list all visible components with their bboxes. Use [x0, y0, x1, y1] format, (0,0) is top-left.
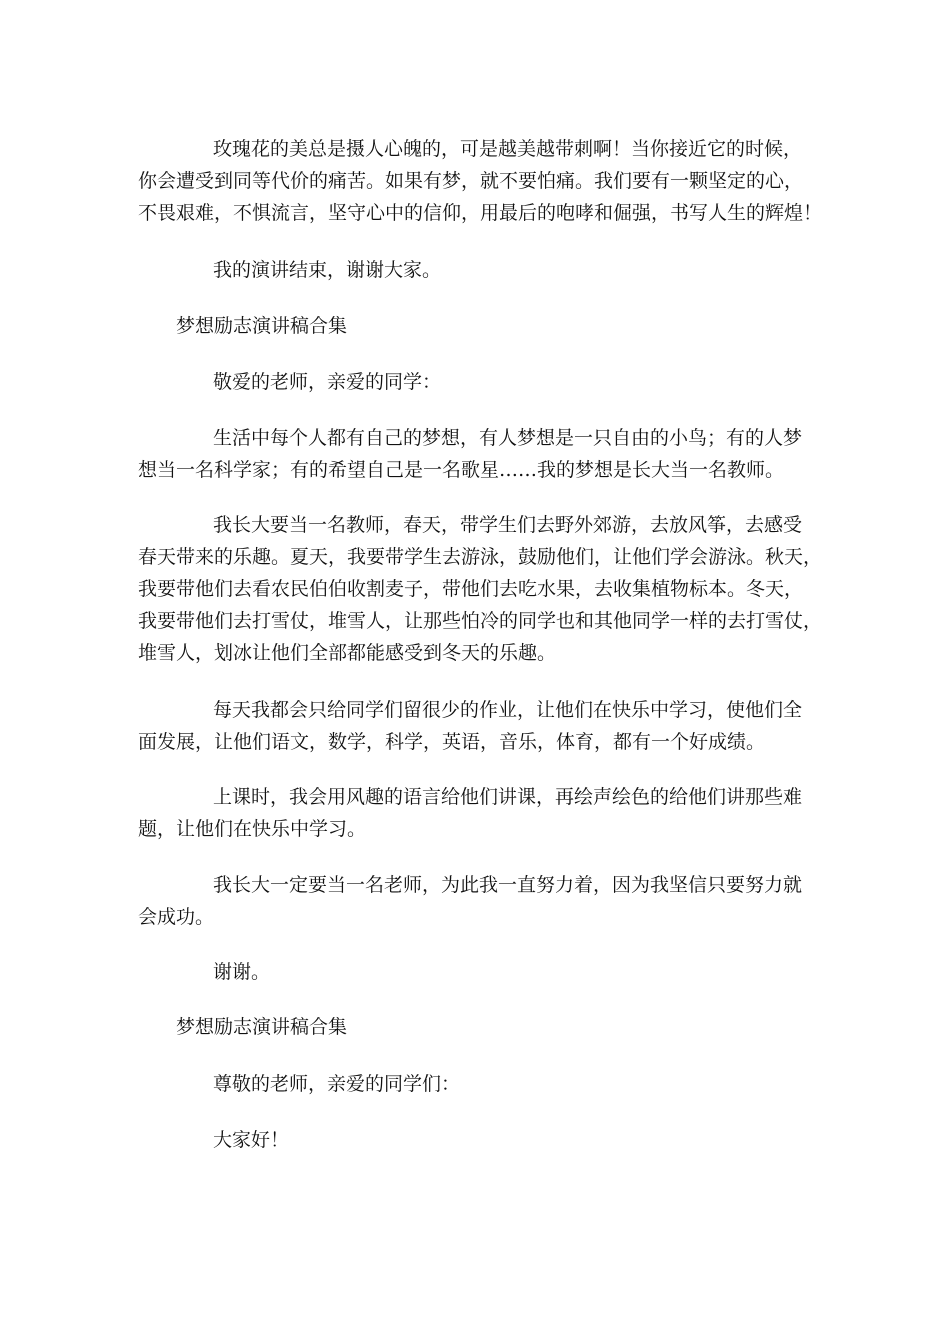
- paragraph-class: [138, 781, 818, 845]
- paragraph-line: 春天带来的乐趣。夏天，我要带学生去游泳，鼓励他们，让他们学会游泳。秋天，: [138, 546, 823, 568]
- paragraph-line: 尊敬的老师，亲爱的同学们：: [213, 1073, 461, 1095]
- section-heading: 梦想励志演讲稿合集: [176, 315, 348, 337]
- paragraph-greeting: [138, 1068, 818, 1100]
- paragraph-line: 每天我都会只给同学们留很少的作业，让他们在快乐中学习，使他们全: [213, 699, 803, 721]
- paragraph-line: 我要带他们去看农民伯伯收割麦子，带他们去吃水果，去收集植物标本。冬天，: [138, 578, 804, 600]
- paragraph-effort: [138, 869, 818, 933]
- paragraph-line: 堆雪人，划冰让他们全部都能感受到冬天的乐趣。: [138, 642, 557, 664]
- paragraph-line: 想当一名科学家；有的希望自己是一名歌星……我的梦想是长大当一名教师。: [138, 459, 785, 481]
- paragraph-seasons: [138, 509, 823, 669]
- paragraph-line: 大家好！: [213, 1129, 290, 1151]
- paragraph-line: 玫瑰花的美总是摄人心魄的，可是越美越带刺啊！当你接近它的时候，: [213, 138, 803, 160]
- paragraph-line: 生活中每个人都有自己的梦想，有人梦想是一只自由的小鸟；有的人梦: [213, 427, 803, 449]
- paragraph-hello: [138, 1124, 818, 1156]
- paragraph-line: 不畏艰难，不惧流言，坚守心中的信仰，用最后的咆哮和倔强，书写人生的辉煌！: [138, 202, 823, 224]
- paragraph-line: 我要带他们去打雪仗，堆雪人，让那些怕冷的同学也和其他同学一样的去打雪仗，: [138, 610, 823, 632]
- paragraph-line: 上课时，我会用风趣的语言给他们讲课，再绘声绘色的给他们讲那些难: [213, 786, 803, 808]
- paragraph-line: 会成功。: [138, 906, 215, 928]
- paragraph-closing-remark: [138, 254, 818, 286]
- paragraph-line: 你会遭受到同等代价的痛苦。如果有梦，就不要怕痛。我们要有一颗坚定的心，: [138, 170, 804, 192]
- paragraph-line: 我长大要当一名教师，春天，带学生们去野外郊游，去放风筝，去感受: [213, 514, 803, 536]
- paragraph-thanks: [138, 956, 818, 988]
- paragraph-homework: [138, 694, 818, 758]
- paragraph-line: 敬爱的老师，亲爱的同学：: [213, 371, 442, 393]
- paragraph-line: 题，让他们在快乐中学习。: [138, 818, 367, 840]
- paragraph-greeting: [138, 366, 818, 398]
- paragraph-line: 我的演讲结束，谢谢大家。: [213, 259, 442, 281]
- paragraph-dreams: [138, 422, 818, 486]
- paragraph-line: 面发展，让他们语文，数学，科学，英语，音乐，体育，都有一个好成绩。: [138, 731, 766, 753]
- section-heading: 梦想励志演讲稿合集: [176, 1016, 348, 1038]
- paragraph-line: 谢谢。: [213, 961, 271, 983]
- paragraph-rose: [138, 133, 823, 229]
- paragraph-line: 我长大一定要当一名老师，为此我一直努力着，因为我坚信只要努力就: [213, 874, 803, 896]
